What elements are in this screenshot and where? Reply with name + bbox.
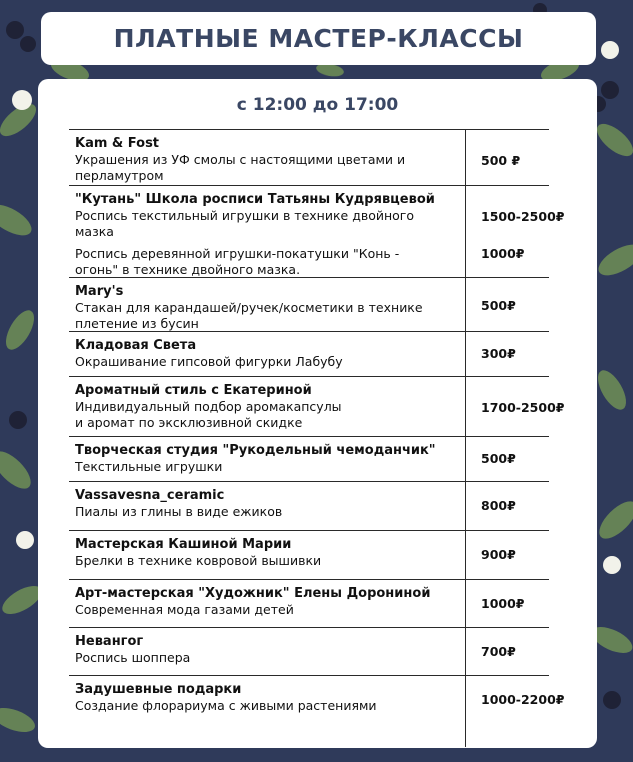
workshop-name: Mary's (75, 284, 124, 299)
table-row (69, 331, 549, 376)
workshop-price: 500 ₽ (481, 153, 521, 168)
table-row (69, 277, 549, 331)
workshop-price: 900₽ (481, 547, 516, 562)
workshop-description: Пиалы из глины в виде ежиков (75, 504, 283, 519)
workshop-description: и аромат по эксклюзивной скидке (75, 415, 303, 430)
workshop-description: Создание флорариума с живыми растениями (75, 698, 377, 713)
workshop-name: Кладовая Света (75, 338, 197, 353)
workshop-description: Индивидуальный подбор аромакапсулы (75, 399, 342, 414)
workshop-name: Мастерская Кашиной Марии (75, 537, 292, 552)
workshop-description: Роспись деревянной игрушки-покатушки "Конь - (75, 246, 400, 261)
workshop-description: Брелки в технике ковровой вышивки (75, 553, 322, 568)
workshop-name: Vassavesna_ceramic (75, 488, 225, 503)
workshop-name: "Кутань" Школа росписи Татьяны Кудрявцевой (75, 192, 435, 207)
workshop-price: 500₽ (481, 451, 516, 466)
workshop-price: 1700-2500₽ (481, 400, 565, 415)
workshop-name: Творческая студия "Рукодельный чемоданчик" (75, 443, 436, 458)
title-banner (41, 12, 596, 65)
workshop-description: Роспись шоппера (75, 650, 191, 665)
table-row (69, 436, 549, 481)
workshop-description: мазка (75, 224, 114, 239)
workshop-description: огонь" в технике двойного мазка. (75, 262, 301, 277)
workshop-description: Роспись текстильный игрушки в технике двойного (75, 208, 415, 223)
workshop-name: Задушевные подарки (75, 682, 242, 697)
table-row (69, 481, 549, 530)
workshop-description: перламутром (75, 168, 164, 183)
workshop-description: Окрашивание гипсовой фигурки Лабубу (75, 354, 343, 369)
workshops-table (69, 129, 565, 723)
workshop-price: 1000₽ (481, 246, 525, 261)
schedule-card (38, 79, 597, 748)
workshop-description: плетение из бусин (75, 316, 199, 331)
table-row (69, 675, 565, 723)
workshop-name: Ароматный стиль с Екатериной (75, 383, 312, 398)
table-row (69, 627, 549, 675)
table-row (69, 530, 549, 579)
workshop-name: Невангог (75, 634, 144, 649)
page-title: ПЛАТНЫЕ МАСТЕР-КЛАССЫ (113, 24, 524, 53)
workshop-price: 1000₽ (481, 596, 525, 611)
table-row (69, 185, 565, 277)
workshop-price: 1500-2500₽ (481, 209, 565, 224)
table-row (69, 376, 565, 436)
workshop-price: 800₽ (481, 498, 516, 513)
table-row (69, 579, 549, 627)
table-row (69, 129, 549, 185)
workshop-price: 300₽ (481, 346, 516, 361)
workshop-price: 1000-2200₽ (481, 692, 565, 707)
workshop-price: 500₽ (481, 298, 516, 313)
workshop-name: Арт-мастерская "Художник" Елены Дорониной (75, 586, 431, 601)
workshop-price: 700₽ (481, 644, 516, 659)
workshop-description: Современная мода газами детей (75, 602, 294, 617)
workshop-description: Текстильные игрушки (75, 459, 223, 474)
workshop-name: Kam & Fost (75, 136, 160, 151)
workshop-description: Украшения из УФ смолы с настоящими цветами и (75, 152, 406, 167)
workshop-description: Стакан для карандашей/ручек/косметики в технике (75, 300, 423, 315)
schedule-time: с 12:00 до 17:00 (236, 95, 399, 115)
